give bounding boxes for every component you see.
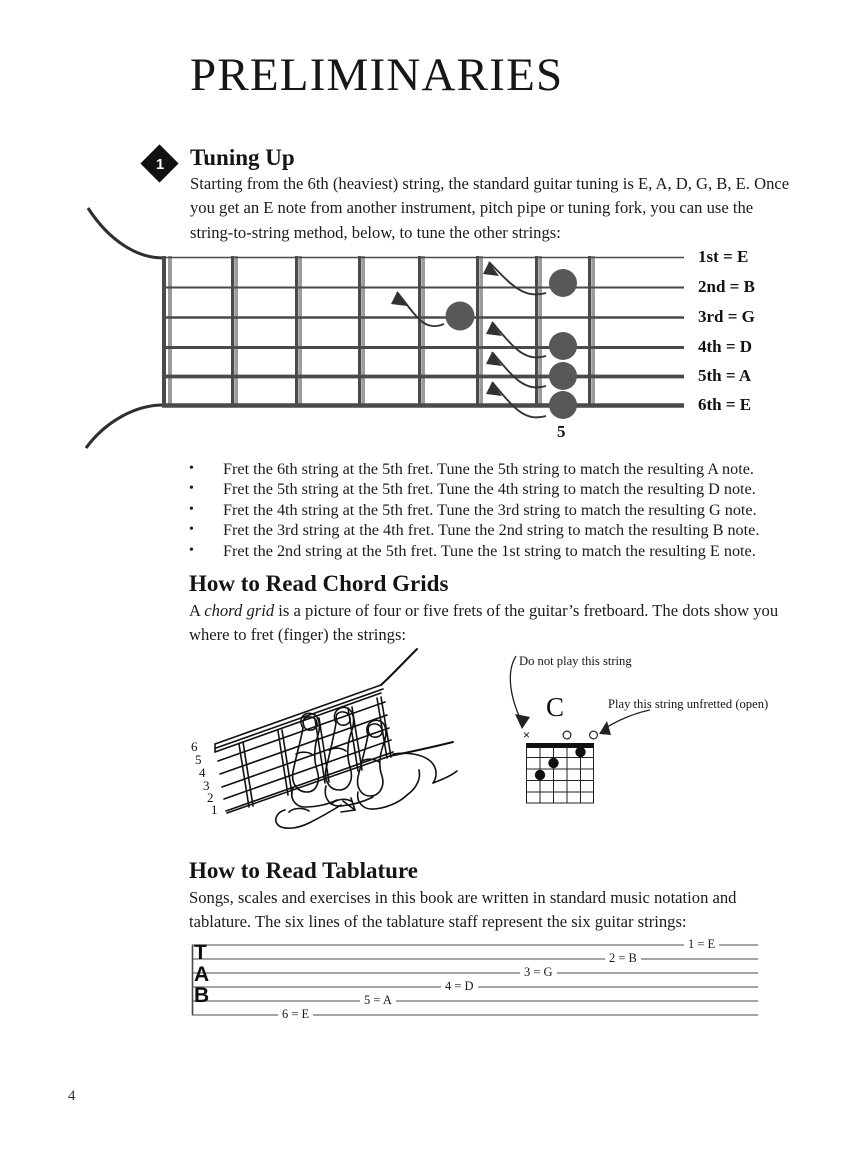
callout-do-not-play: Do not play this string [519, 654, 632, 668]
tab-line-label-1: 1 = E [684, 937, 719, 952]
para-text-after: is a picture of four or five frets of the guitar’s fretboard. The dots show you where to fret (finger) the strings: [189, 601, 779, 645]
string-label-2: 2nd = B [698, 277, 755, 296]
string-label-4: 4th = D [698, 337, 753, 356]
string-label-1: 1st = E [698, 247, 749, 266]
string-label-3: 3rd = G [698, 307, 755, 326]
dot-string3-fret4 [446, 302, 475, 331]
track-number: 1 [155, 156, 165, 173]
list-item-label: Fret the 3rd string at the 4th fret. Tune the 2nd string to match the resulting B note. [223, 521, 760, 540]
hand-string-number-6: 6 [191, 739, 198, 754]
para-text-before: A [189, 601, 205, 620]
chord-dot-string2-fret1 [575, 747, 585, 757]
neck-curve-top [88, 208, 163, 258]
callout-play-open: Play this string unfretted (open) [608, 697, 769, 711]
section-heading-tuning-up: Tuning Up [190, 145, 295, 170]
page-number: 4 [68, 1088, 76, 1104]
chord-dot-string5-fret3 [535, 770, 545, 780]
hand-string-number-1: 1 [211, 802, 218, 817]
list-item [189, 520, 799, 540]
section-heading-chord-grids: How to Read Chord Grids [189, 571, 449, 596]
hand-illustration-svg [185, 640, 470, 830]
chord-dot-string4-fret2 [548, 758, 558, 768]
tab-letter-b: B [194, 984, 210, 1007]
section-heading-tablature: How to Read Tablature [189, 858, 418, 883]
tab-line-label-4: 4 = D [441, 979, 478, 994]
list-item [189, 459, 799, 479]
tab-clef-letters [194, 942, 216, 1007]
fretboard-svg [80, 200, 800, 450]
chord-grid-frets [526, 758, 594, 804]
list-item-label: Fret the 2nd string at the 5th fret. Tune the 1st string to match the resulting E note. [223, 541, 756, 560]
hand-string-number-2: 2 [207, 790, 214, 805]
list-item [189, 500, 799, 520]
page-title: PRELIMINARIES [190, 49, 564, 101]
tablature-staff [190, 937, 760, 1030]
tab-letter-a: A [194, 962, 210, 986]
chord-grid-block [500, 650, 800, 825]
marker-muted-string6: × [522, 728, 531, 742]
list-item-label: Fret the 4th string at the 5th fret. Tune the 3rd string to match the resulting G note. [223, 500, 757, 519]
marker-open-string3 [563, 731, 571, 739]
chord-name-label: C [546, 692, 565, 722]
hand-string-numbers [191, 739, 218, 817]
nut-bar-left [162, 256, 166, 407]
tuning-paragraph: Starting from the 6th (heaviest) string, the standard guitar tuning is E, A, D, G, B, E. Once you get an E note from another instrument, pitch pipe or tuning fork, you can use the string-to-string method, below, to tune the other strings: [190, 174, 790, 242]
marker-open-string1 [590, 731, 598, 739]
tab-line-label-6: 6 = E [278, 1007, 313, 1022]
dot-string2-fret5 [549, 269, 577, 297]
chord-grid-svg [500, 650, 800, 825]
tuning-steps-list [189, 459, 799, 561]
dot-string5-fret5 [549, 362, 577, 390]
list-item-label: Fret the 6th string at the 5th fret. Tune the 5th string to match the resulting A note. [223, 460, 754, 478]
nut-bar-right [168, 256, 172, 407]
tab-line-label-5: 5 = A [360, 993, 396, 1008]
bullet-icon: • [189, 522, 194, 538]
dot-string6-fret5 [549, 391, 577, 419]
list-item-label: Fret the 5th string at the 5th fret. Tune the 4th string to match the resulting D note. [223, 480, 756, 499]
string-label-5: 5th = A [698, 366, 752, 385]
chord-grid-nut [526, 743, 594, 748]
hand-string-number-3: 3 [203, 778, 210, 793]
audio-track-badge [142, 146, 178, 182]
bullet-icon: • [189, 461, 194, 476]
tab-line-label-3: 3 = G [520, 965, 557, 980]
bullet-icon: • [189, 542, 194, 558]
tablature-paragraph: Songs, scales and exercises in this book are written in standard music notation and tablature. The six lines of the tablature staff represent the six guitar strings: [189, 888, 737, 932]
hand-string-number-5: 5 [195, 752, 202, 767]
tab-letter-t: T [194, 941, 207, 964]
chord-grid-dots [535, 747, 586, 780]
fret-number-label: 5 [557, 422, 566, 441]
string-label-6: 6th = E [698, 395, 752, 414]
fret-lines [231, 256, 595, 407]
hand-string-number-4: 4 [199, 765, 206, 780]
list-item [189, 541, 799, 561]
bullet-icon: • [189, 501, 194, 517]
neck-curve-bottom [86, 405, 163, 448]
fretboard-diagram [80, 200, 800, 450]
list-item [189, 479, 799, 499]
para-text-italic: chord grid [204, 601, 275, 620]
tab-line-label-2: 2 = B [605, 951, 641, 966]
dot-string4-fret5 [549, 332, 577, 360]
bullet-icon: • [189, 481, 194, 497]
hand-on-fretboard-illustration [185, 640, 470, 830]
